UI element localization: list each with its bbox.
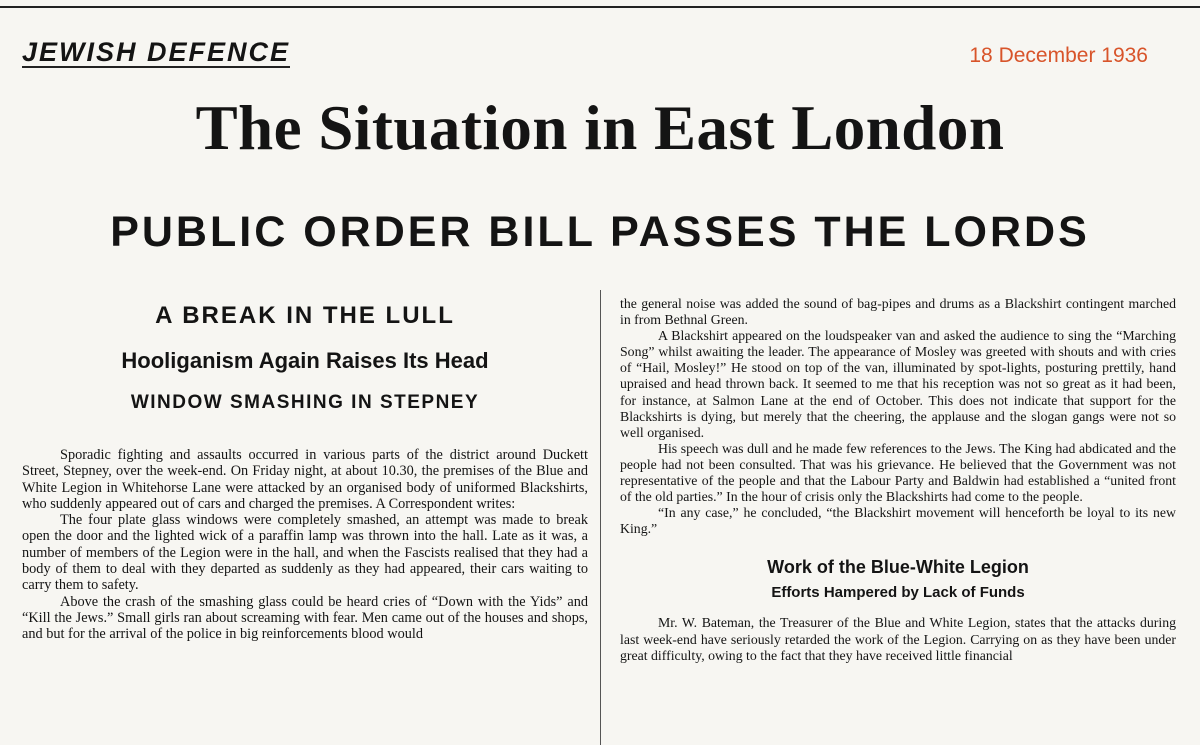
left-paragraph-2: The four plate glass windows were completely smashed, an attempt was made to break open the door and the lighted wick of a paraffin lamp was thrown into the hall. Late as it was, a number of members of the Legion were in the hall, and when the Fascists realised that they had a body of them to deal with they departed as suddenly as they had appeared, their cars waiting to carry them to safety.: [22, 512, 588, 594]
left-paragraph-1: Sporadic fighting and assaults occurred in various parts of the district around Duckett Street, Stepney, over the week-end. On Friday night, at about 10.30, the premises of the Blue and White Legion in Whitehorse Lane were attacked by an organised body of uniformed Blackshirts, who suddenly appeared out of cars and charged the premises. A Correspondent writes:: [22, 447, 588, 512]
page-headline: The Situation in East London: [195, 93, 1005, 163]
right-paragraph-5: Mr. W. Bateman, the Treasurer of the Blue and White Legion, states that the attacks during last week-end have seriously retarded the work of the Legion. Carrying on as they have been under great difficulty, owing to the fact that they have received little financial: [620, 615, 1176, 663]
right-heading-1: Work of the Blue-White Legion: [767, 557, 1029, 578]
right-paragraph-1: the general noise was added the sound of bag-pipes and drums as a Blackshirt contingent marched in from Bethnal Green.: [620, 296, 1176, 328]
right-body: [620, 296, 1176, 537]
masthead: JEWISH DEFENCE: [22, 37, 291, 67]
left-heading-2: Hooliganism Again Raises Its Head: [121, 348, 489, 373]
page-subheadline: PUBLIC ORDER BILL PASSES THE LORDS: [110, 208, 1090, 256]
right-paragraph-4: “In any case,” he concluded, “the Blackshirt movement will henceforth be loyal to its new King.”: [620, 505, 1176, 537]
publication-date: 18 December 1936: [969, 44, 1148, 67]
left-heading-3: WINDOW SMASHING IN STEPNEY: [130, 392, 480, 413]
left-body: [22, 447, 588, 643]
right-column: [620, 296, 1176, 664]
right-body-2: [620, 615, 1176, 663]
left-heading-1: A BREAK IN THE LULL: [155, 302, 455, 329]
right-paragraph-2: A Blackshirt appeared on the loudspeaker van and asked the audience to sing the “Marching Song” whilst awaiting the leader. The appearance of Mosley was greeted with shouts and with cries of “Hail, Mosley!” He stood on top of the van, illuminated by spot-lights, posturing prettily, hand upraised and head thrown back. It seemed to me that his reception was not so great as it had been, for instance, at Salmon Lane at the end of October. This does not indicate that support for the Blackshirts is dying, but merely that the cheering, the applause and the slogan gangs were not so well organised.: [620, 328, 1176, 440]
column-divider: [600, 290, 601, 745]
right-heading-2: Efforts Hampered by Lack of Funds: [771, 584, 1025, 602]
left-column: [22, 290, 588, 643]
right-paragraph-3: His speech was dull and he made few references to the Jews. The King had abdicated and the people had not been consulted. That was his grievance. He believed that the Government was not representative of the people and that the Labour Party and Baldwin had established a “united front of the old parties.” In the hour of crisis only the Blackshirts had come to the people.: [620, 440, 1176, 505]
left-paragraph-3: Above the crash of the smashing glass could be heard cries of “Down with the Yids” and “Kill the Jews.” Small girls ran about screaming with fear. Men came out of the houses and shops, and but for the arrival of the police in big reinforcements blood would: [22, 593, 588, 643]
top-rule: [0, 0, 1200, 8]
